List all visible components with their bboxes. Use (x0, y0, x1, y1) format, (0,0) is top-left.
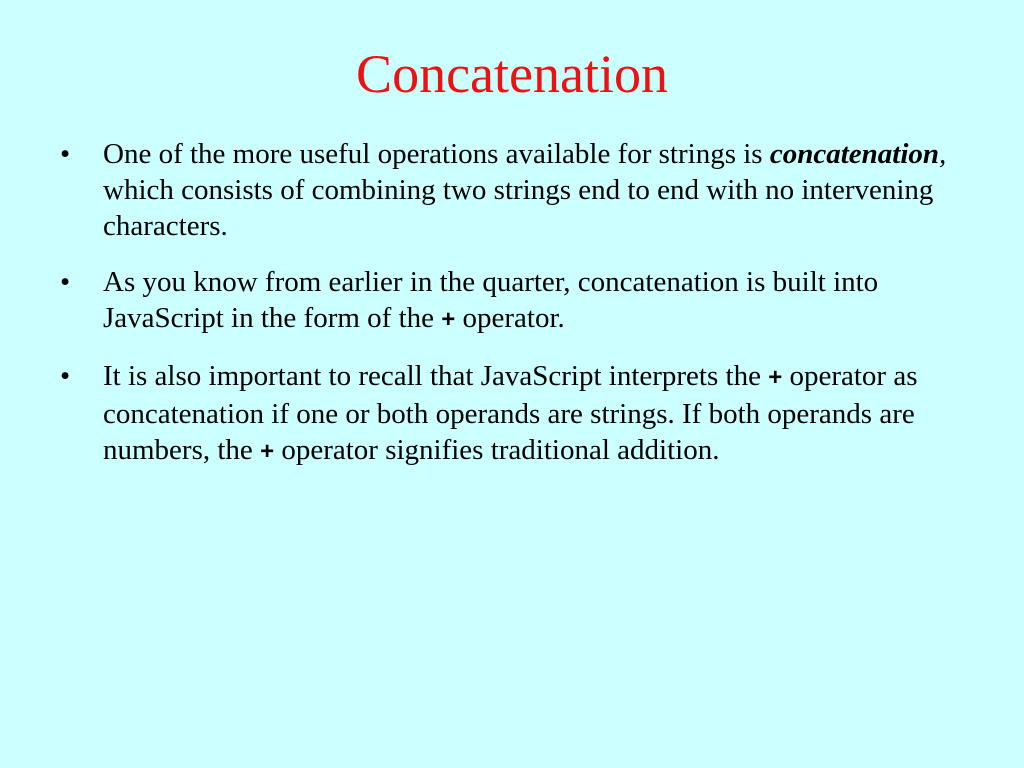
bullet-list (60, 136, 960, 490)
bullet-text-part: It is also important to recall that JavaScript interprets the (103, 360, 769, 392)
bullet-item-concatenation-definition (60, 136, 960, 244)
bullet-item-operator-interpretation (60, 358, 960, 470)
term-comma: , (939, 138, 947, 170)
bullet-icon: • (60, 360, 71, 392)
plus-operator: + (260, 438, 275, 465)
slide-title: Concatenation (356, 44, 668, 104)
emphasized-term: concatenation (769, 138, 939, 170)
bullet-icon: • (60, 138, 71, 170)
bullet-text-part: As you know from earlier in the quarter, concatenation is built into JavaScript in the form of the (103, 266, 879, 334)
bullet-text-part: operator. (455, 302, 565, 334)
bullet-icon: • (60, 266, 71, 298)
bullet-text-part: operator as concatenation if one or both operands are strings. If both operands are numbers, the (103, 360, 918, 466)
bullet-text-part: operator signifies traditional addition. (274, 434, 720, 466)
bullet-item-javascript-operator (60, 264, 960, 338)
bullet-text-part: which consists of combining two strings end to end with no intervening characters. (103, 174, 934, 242)
bullet-text-part: One of the more useful operations available for strings is (103, 138, 770, 170)
plus-operator: + (441, 306, 456, 333)
plus-operator: + (768, 364, 783, 391)
